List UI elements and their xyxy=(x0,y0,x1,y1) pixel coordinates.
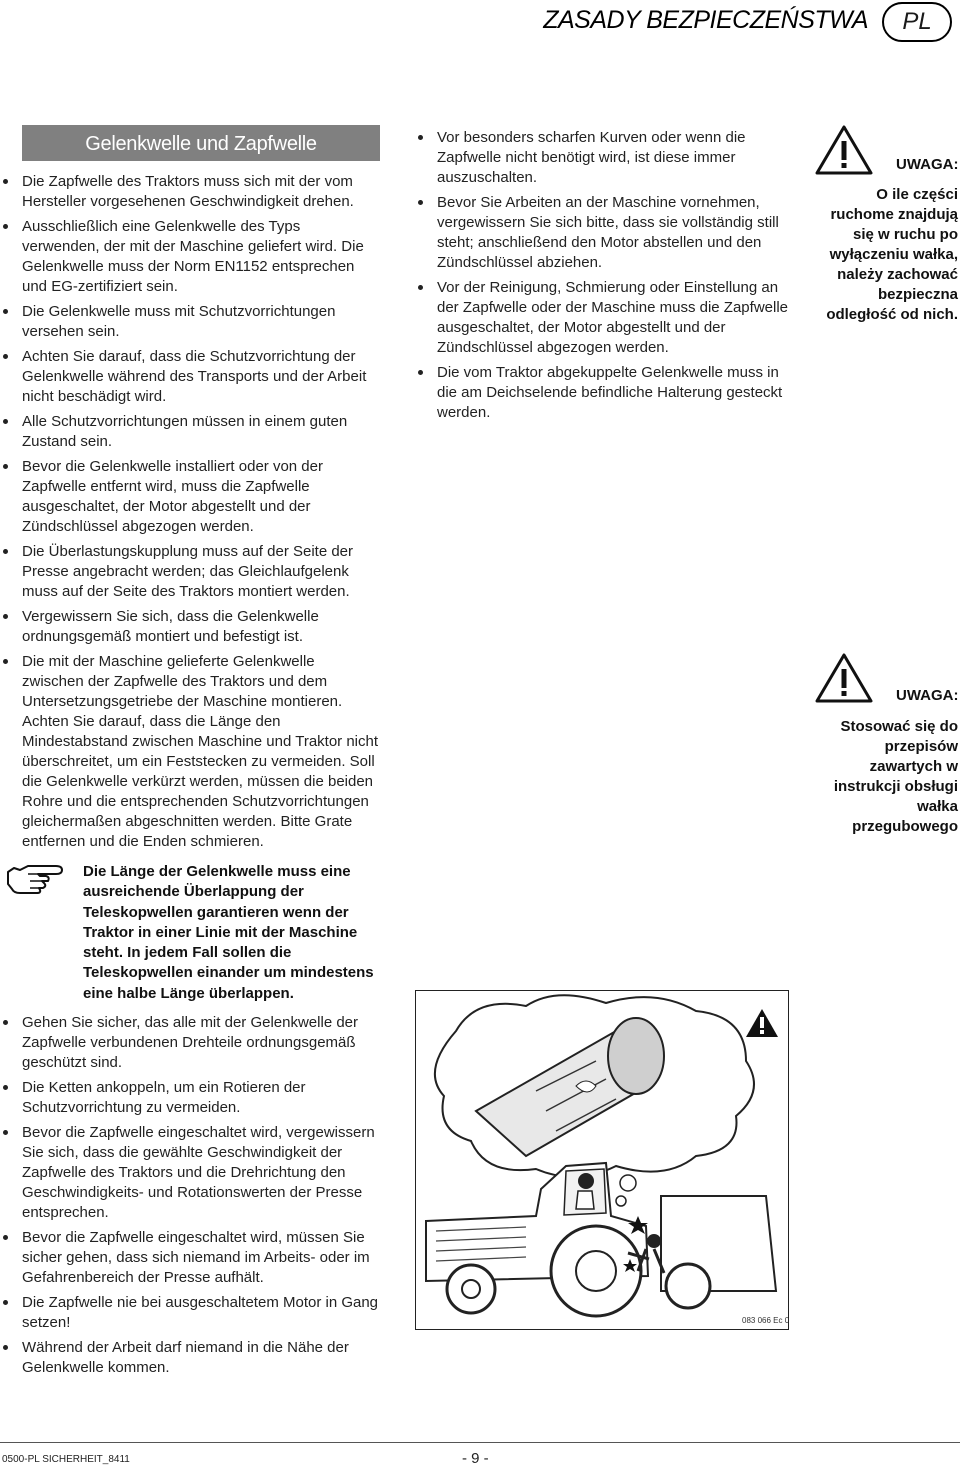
section-title: Gelenkwelle und Zapfwelle xyxy=(22,125,380,161)
list-item: Die vom Traktor abgekuppelte Gelenkwelle muss in die am Deichselende befindliche Halterung gesteckt werden. xyxy=(415,363,795,423)
list-item: Bevor Sie Arbeiten an der Maschine vornehmen, vergewissern Sie sich bitte, dass sie vollständig still steht; anschließend den Motor abstellen und den Zündschlüssel abziehen. xyxy=(415,193,795,273)
list-item: Alle Schutzvorrichtungen müssen in einem guten Zustand sein. xyxy=(0,412,380,452)
warning-label: UWAGA: xyxy=(896,156,959,173)
list-item: Die Überlastungskupplung muss auf der Seite der Presse angebracht werden; das Gleichlaufgelenk muss auf der Seite des Traktors montiert werden. xyxy=(0,542,380,602)
left-bullet-list-2 xyxy=(0,1013,380,1383)
list-item: Vor der Reinigung, Schmierung oder Einstellung an der Zapfwelle oder der Maschine muss die Zapfwelle ausgeschaltet, der Motor abgestellt und der Zündschlüssel abgezogen werden. xyxy=(415,278,795,358)
list-item: Die Zapfwelle des Traktors muss sich mit der vom Hersteller vorgesehenen Geschwindigkeit drehen. xyxy=(0,172,380,212)
list-item: Die Ketten ankoppeln, um ein Rotieren der Schutzvorrichtung zu vermeiden. xyxy=(0,1078,380,1118)
pointing-hand-icon xyxy=(6,862,64,896)
warning-label: UWAGA: xyxy=(896,687,959,704)
list-item: Die Zapfwelle nie bei ausgeschaltetem Motor in Gang setzen! xyxy=(0,1293,380,1333)
list-item: Die mit der Maschine gelieferte Gelenkwelle zwischen der Zapfwelle des Traktors und dem Untersetzungsgetriebe der Maschine montieren. Achten Sie darauf, dass die Länge den Mindestabstand zwischen Maschine und Traktor nicht überschreitet, um ein Feststecken zu vermeiden. Soll die Gelenkwelle verkürzt werden, müssen die beiden Rohre und die entsprechenden Schutzvorrichtungen gleichermaßen abgeschnitten werden. Bitte Grate entfernen und die Enden schmieren. xyxy=(0,652,380,852)
page-header-title: ZASADY BEZPIECZEŃSTWA xyxy=(543,6,868,34)
safety-illustration xyxy=(415,990,789,1330)
warning-triangle-icon xyxy=(814,124,874,176)
list-item: Bevor die Gelenkwelle installiert oder von der Zapfwelle entfernt wird, muss die Zapfwelle ausgeschaltet, der Motor abgestellt und der Zündschlüssel abgezogen werden. xyxy=(0,457,380,537)
warning-triangle-icon xyxy=(814,652,874,704)
middle-bullet-list xyxy=(415,128,795,428)
figure-code: 083 066 Ec 0 xyxy=(742,1316,788,1325)
list-item: Gehen Sie sicher, das alle mit der Gelenkwelle der Zapfwelle verbundenen Drehteile ordnungsgemäß geschützt sind. xyxy=(0,1013,380,1073)
list-item: Während der Arbeit darf niemand in die Nähe der Gelenkwelle kommen. xyxy=(0,1338,380,1378)
warning-text: O ile części ruchome znajdują się w ruchu po wyłączeniu wałka, należy zachować bezpieczna odległość od nich. xyxy=(826,186,958,323)
list-item: Die Gelenkwelle muss mit Schutzvorrichtungen versehen sein. xyxy=(0,302,380,342)
footer-divider xyxy=(0,1442,960,1443)
list-item: Bevor die Zapfwelle eingeschaltet wird, vergewissern Sie sich, dass die gewählte Geschwindigkeit der Zapfwelle des Traktors und die Drehrichtung den Geschwindigkeits- und Rotationswerten der Presse entsprechen. xyxy=(0,1123,380,1223)
warning-text: Stosować się do przepisów zawartych w instrukcji obsługi wałka przegubowego xyxy=(833,718,958,835)
list-item: Bevor die Zapfwelle eingeschaltet wird, müssen Sie sicher gehen, dass sich niemand im Arbeits- oder im Gefahrenbereich der Presse aufhält. xyxy=(0,1228,380,1288)
footer-document-id: 0500-PL SICHERHEIT_8411 xyxy=(2,1454,130,1465)
list-item: Ausschließlich eine Gelenkwelle des Typs verwenden, der mit der Maschine geliefert wird. Die Gelenkwelle muss der Norm EN1152 entsprechen und EG-zertifiziert sein. xyxy=(0,217,380,297)
tractor-pto-hazard-illustration xyxy=(416,991,788,1329)
list-item: Vergewissern Sie sich, dass die Gelenkwelle ordnungsgemäß montiert und befestigt ist. xyxy=(0,607,380,647)
language-badge: PL xyxy=(882,2,952,42)
important-note: Die Länge der Gelenkwelle muss eine ausreichende Überlappung der Teleskopwellen garantieren wenn der Traktor in einer Linie mit der Maschine steht. In jedem Fall sollen die Teleskopwellen einander um mindestens eine halbe Länge überlappen. xyxy=(83,863,374,1002)
list-item: Achten Sie darauf, dass die Schutzvorrichtung der Gelenkwelle während des Transports und der Arbeit nicht beschädigt wird. xyxy=(0,347,380,407)
left-bullet-list-1 xyxy=(0,172,380,857)
list-item: Vor besonders scharfen Kurven oder wenn die Zapfwelle nicht benötigt wird, ist diese immer auszuschalten. xyxy=(415,128,795,188)
page-number: - 9 - xyxy=(462,1450,489,1467)
